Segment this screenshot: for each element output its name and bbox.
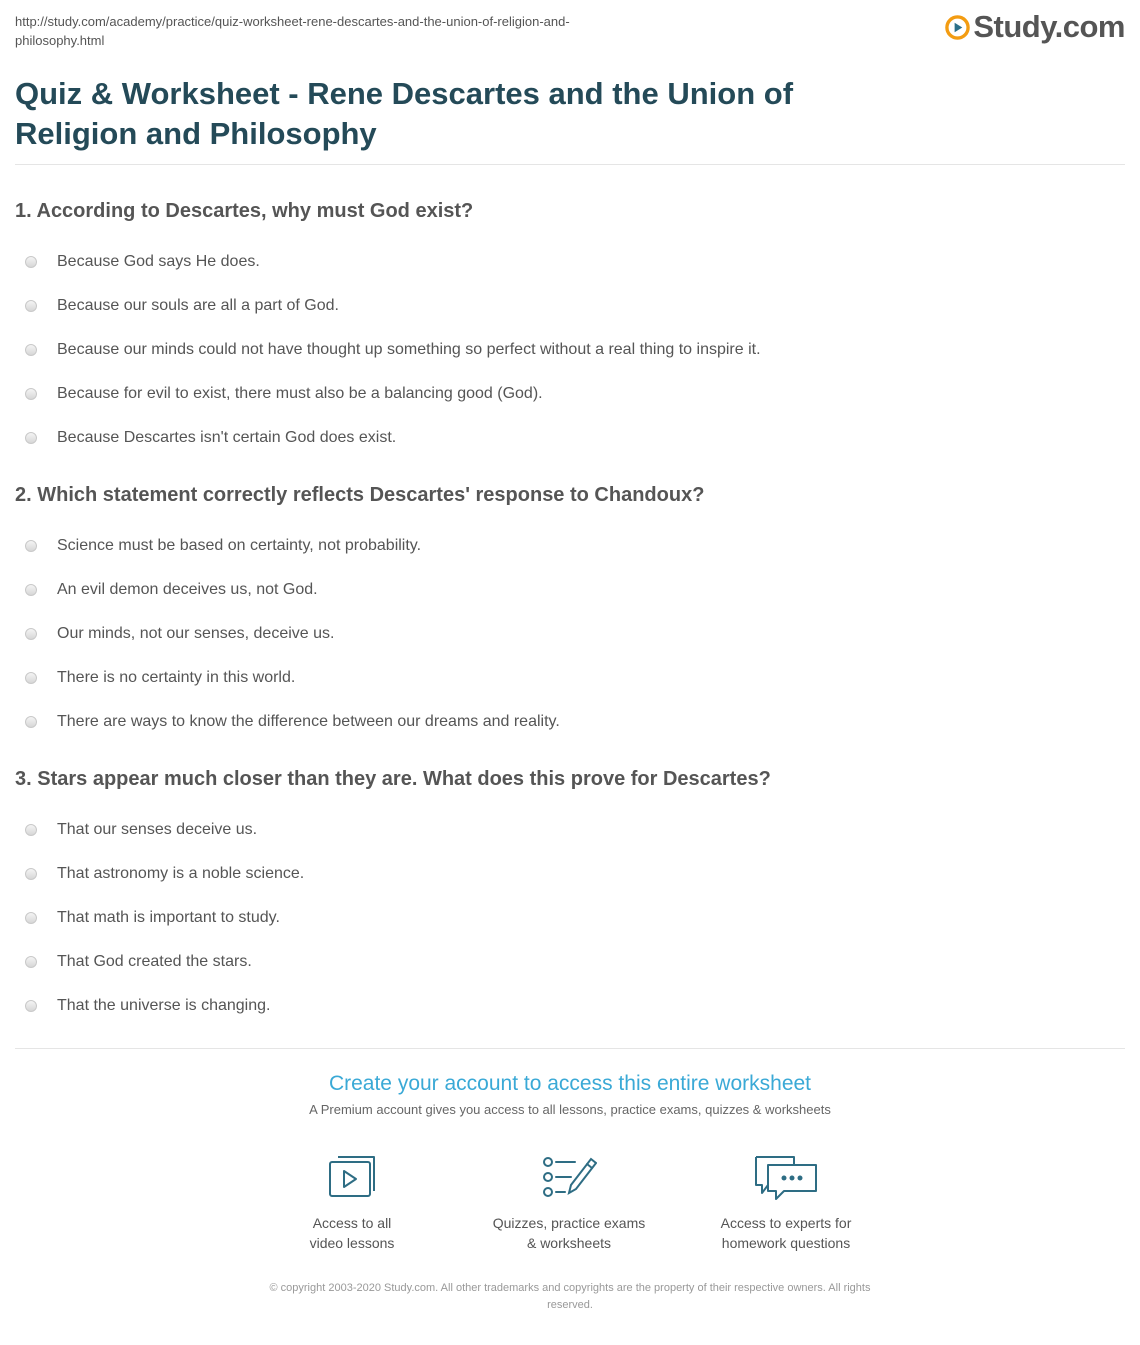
radio-button[interactable] <box>25 344 37 356</box>
answer-option[interactable] <box>15 284 1125 328</box>
radio-button[interactable] <box>25 672 37 684</box>
option-label: There are ways to know the difference between our dreams and reality. <box>57 713 560 730</box>
feature-quizzes <box>479 1153 659 1253</box>
answer-option[interactable] <box>15 568 1125 612</box>
chat-bubbles-icon <box>754 1153 818 1201</box>
page-title: Quiz & Worksheet - Rene Descartes and the Union of Religion and Philosophy <box>15 76 794 151</box>
feature-label <box>262 1213 442 1253</box>
radio-button[interactable] <box>25 912 37 924</box>
answer-option[interactable] <box>15 372 1125 416</box>
question <box>15 198 1125 482</box>
radio-button[interactable] <box>25 824 37 836</box>
option-label: That astronomy is a noble science. <box>57 865 305 882</box>
page-url-line-2: philosophy.html <box>15 33 105 48</box>
video-lessons-icon <box>324 1153 380 1201</box>
option-label: Because for evil to exist, there must also be a balancing good (God). <box>57 385 543 402</box>
answer-option[interactable] <box>15 700 1125 744</box>
answer-option[interactable] <box>15 808 1125 852</box>
answer-option[interactable] <box>15 896 1125 940</box>
radio-button[interactable] <box>25 956 37 968</box>
option-label: That math is important to study. <box>57 909 280 926</box>
option-label: Because Descartes isn't certain God does exist. <box>57 429 397 446</box>
option-label: There is no certainty in this world. <box>57 669 296 686</box>
answer-option[interactable] <box>15 524 1125 568</box>
option-label: That the universe is changing. <box>57 997 271 1014</box>
feature-label-line: & worksheets <box>526 1235 612 1251</box>
divider <box>15 1048 1125 1049</box>
option-label: That God created the stars. <box>57 953 252 970</box>
radio-button[interactable] <box>25 300 37 312</box>
answer-options <box>15 808 1125 1028</box>
answer-option[interactable] <box>15 328 1125 372</box>
answer-option[interactable] <box>15 984 1125 1028</box>
premium-description: A Premium account gives you access to all lessons, practice exams, quizzes & worksheets <box>309 1102 831 1117</box>
radio-button[interactable] <box>25 628 37 640</box>
question-text: 2. Which statement correctly reflects Descartes' response to Chandoux? <box>15 484 705 506</box>
feature-label-line: Access to all <box>312 1215 392 1231</box>
feature-label-line: homework questions <box>721 1235 851 1251</box>
radio-button[interactable] <box>25 716 37 728</box>
logo-text: Study.com <box>973 9 1125 44</box>
option-label: An evil demon deceives us, not God. <box>57 581 318 598</box>
feature-label-line: Quizzes, practice exams <box>492 1215 646 1231</box>
page-url <box>15 12 655 50</box>
answer-option[interactable] <box>15 940 1125 984</box>
divider <box>15 164 1125 165</box>
answer-option[interactable] <box>15 656 1125 700</box>
radio-button[interactable] <box>25 540 37 552</box>
radio-button[interactable] <box>25 868 37 880</box>
radio-button[interactable] <box>25 388 37 400</box>
radio-button[interactable] <box>25 1000 37 1012</box>
question-text: 1. According to Descartes, why must God exist? <box>15 200 474 222</box>
feature-label <box>479 1213 659 1253</box>
answer-options <box>15 524 1125 744</box>
question-text: 3. Stars appear much closer than they are. What does this prove for Descartes? <box>15 768 771 790</box>
create-account-link[interactable]: Create your account to access this entire worksheet <box>328 1072 812 1095</box>
option-label: Because our souls are all a part of God. <box>57 297 339 314</box>
answer-options <box>15 240 1125 460</box>
feature-label-line: Access to experts for <box>720 1215 852 1231</box>
question-list <box>15 198 1125 1050</box>
question <box>15 766 1125 1050</box>
feature-video-lessons <box>262 1153 442 1253</box>
option-label: Because our minds could not have thought up something so perfect without a real thing to inspire it. <box>57 341 761 358</box>
study-logo[interactable] <box>945 9 1125 44</box>
radio-button[interactable] <box>25 584 37 596</box>
answer-option[interactable] <box>15 240 1125 284</box>
copyright-line: © copyright 2003-2020 Study.com. All other trademarks and copyrights are the property of their respective owners. All rights <box>269 1282 871 1294</box>
feature-experts <box>696 1153 876 1253</box>
top-bar <box>15 9 1125 52</box>
option-label: Our minds, not our senses, deceive us. <box>57 625 335 642</box>
answer-option[interactable] <box>15 416 1125 460</box>
feature-label-line: video lessons <box>309 1235 395 1251</box>
option-label: Science must be based on certainty, not probability. <box>57 537 422 554</box>
quiz-checklist-icon <box>541 1153 597 1201</box>
feature-label <box>696 1213 876 1253</box>
play-circle-icon <box>945 15 970 40</box>
answer-option[interactable] <box>15 612 1125 656</box>
copyright-footer <box>215 1280 925 1314</box>
copyright-line: reserved. <box>547 1299 593 1311</box>
question <box>15 482 1125 766</box>
option-label: Because God says He does. <box>57 253 260 270</box>
page-url-line-1: http://study.com/academy/practice/quiz-worksheet-rene-descartes-and-the-union-of-religion-and- <box>15 14 570 29</box>
radio-button[interactable] <box>25 256 37 268</box>
answer-option[interactable] <box>15 852 1125 896</box>
radio-button[interactable] <box>25 432 37 444</box>
option-label: That our senses deceive us. <box>57 821 258 838</box>
